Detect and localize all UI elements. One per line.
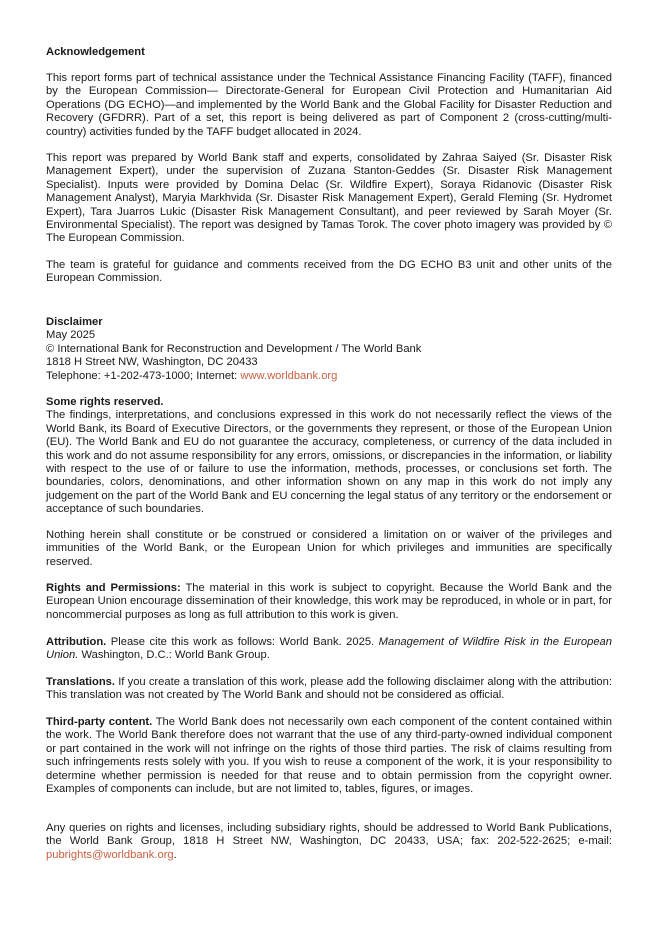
acknowledgement-paragraph-3: The team is grateful for guidance and comments received from the DG ECHO B3 unit and other units of the European Commission.	[46, 259, 612, 285]
attribution-label: Attribution.	[46, 636, 107, 648]
disclaimer-block	[46, 316, 612, 383]
website-link[interactable]: www.worldbank.org	[240, 369, 338, 382]
queries-paragraph	[46, 822, 612, 862]
third-party-paragraph	[46, 716, 612, 796]
email-link[interactable]: pubrights@worldbank.org	[46, 848, 174, 861]
translations-label: Translations.	[46, 676, 116, 688]
permissions-label: Rights and Permissions:	[46, 582, 181, 594]
permissions-text: The material in this work is subject to copyright. Because the World Bank and the European Union encourage dissemination of their knowledge, this work may be reproduced, in whole or in part, for noncommercial purposes as long as full attribution to this work is given.	[46, 582, 612, 621]
rights-heading: Some rights reserved.	[46, 396, 164, 408]
translations-text: If you create a translation of this work, please add the following disclaimer along with the attribution: This translation was not created by The World Bank and should not be considered as official.	[46, 676, 612, 702]
rights-block	[46, 396, 612, 517]
translations-paragraph	[46, 676, 612, 703]
queries-end: .	[173, 848, 177, 861]
third-party-text: The World Bank does not necessarily own each component of the content contained within the work. The World Bank therefore does not warrant that the use of any third-party-owned individual component or part contained in the work will not infringe on the rights of those third parties. The risk of claims resulting from such infringements rests solely with you. If you wish to reuse a component of the work, it is your responsibility to determine whether permission is needed for that reuse and to obtain permission from the copyright owner. Examples of components can include, but are not limited to, tables, figures, or images.	[46, 716, 612, 796]
contact-prefix: Telephone: +1-202-473-1000; Internet:	[46, 369, 241, 382]
disclaimer-heading: Disclaimer	[46, 316, 103, 328]
acknowledgement-paragraph-2: This report was prepared by World Bank staff and experts, consolidated by Zahraa Saiyed (Sr. Disaster Risk Management Expert), under the supervision of Zuzana Stanton-Geddes (Sr. Disaster Risk Management Specialist). Inputs were provided by Domina Delac (Sr. Wildfire Expert), Soraya Ridanovic (Disaster Risk Management Analyst), Maryia Markhvida (Sr. Disaster Risk Management Expert), Gerald Fleming (Sr. Hydromet Expert), Tara Juarros Lukic (Disaster Risk Management Consultant), and peer reviewed by Sarah Moyer (Sr. Environmental Specialist). The report was designed by Tamas Torok. The cover photo imagery was provided by © The European Commission.	[46, 152, 612, 245]
disclaimer-copyright: © International Bank for Reconstruction and Development / The World Bank	[46, 342, 422, 355]
disclaimer-address: 1818 H Street NW, Washington, DC 20433	[46, 356, 258, 369]
permissions-paragraph	[46, 582, 612, 622]
queries-text: Any queries on rights and licenses, including subsidiary rights, should be addressed to World Bank Publications, the World Bank Group, 1818 H Street NW, Washington, DC 20433, USA; fax: 202-522-2625; e-mail:	[46, 822, 612, 848]
attribution-tail: Washington, D.C.: World Bank Group.	[78, 649, 270, 662]
attribution-text: Please cite this work as follows: World Bank. 2025.	[106, 636, 379, 648]
disclaimer-contact	[46, 370, 612, 383]
acknowledgement-paragraph-1: This report forms part of technical assistance under the Technical Assistance Financing Facility (TAFF), financed by the European Commission— Directorate-General for European Civil Protection and Humanitarian Aid Operations (DG ECHO)—and implemented by the World Bank and the Global Facility for Disaster Reduction and Recovery (GFDRR). Part of a set, this report is being delivered as part of Component 2 (cross-cutting/multi-country) activities funded by the TAFF budget allocated in 2024.	[46, 72, 612, 138]
third-party-label: Third-party content.	[46, 716, 153, 728]
rights-paragraph-1: The findings, interpretations, and conclusions expressed in this work do not necessarily reflect the views of the World Bank, its Board of Executive Directors, or the governments they represent, or those of the European Union (EU). The World Bank and EU do not guarantee the accuracy, completeness, or currency of the data included in this work and do not assume responsibility for any errors, omissions, or discrepancies in the information, or liability with respect to the use of or failure to use the information, methods, processes, or conclusions set forth. The boundaries, colors, denominations, and other information shown on any map in this work do not imply any judgement on the part of the World Bank and EU concerning the legal status of any territory or the endorsement or acceptance of such boundaries.	[46, 409, 612, 516]
acknowledgement-heading: Acknowledgement	[46, 46, 145, 58]
rights-paragraph-2: Nothing herein shall constitute or be construed or considered a limitation on or waiver of the privileges and immunities of the World Bank, or the European Union for which privileges and immunities are specifically reserved.	[46, 529, 612, 568]
disclaimer-date: May 2025	[46, 329, 96, 342]
attribution-title: Management of Wildfire Risk in the European Union.	[46, 636, 613, 662]
attribution-paragraph	[46, 636, 612, 663]
